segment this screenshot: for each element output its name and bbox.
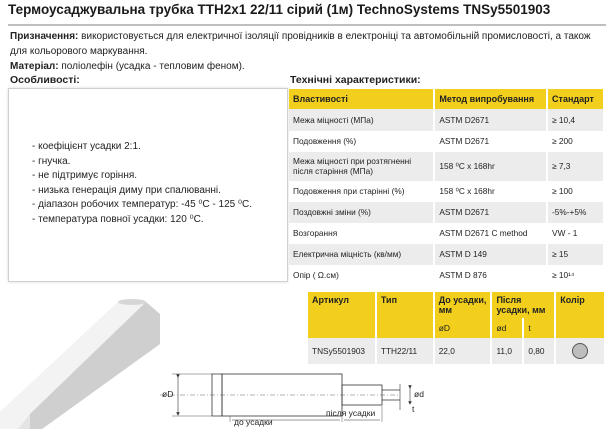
subheader-t: t xyxy=(523,318,555,338)
table-row xyxy=(289,131,604,151)
label-d: ød xyxy=(414,389,424,399)
color-cell xyxy=(555,338,605,364)
spec-property: Межа міцності (МПа) xyxy=(289,109,434,131)
material-label: Матеріал: xyxy=(10,61,59,72)
subheader-d-before: øD xyxy=(434,318,492,338)
spec-method: ASTM D 876 xyxy=(434,265,547,285)
table-row xyxy=(289,201,604,223)
features-heading: Особливості: xyxy=(10,74,80,86)
spec-standard: ≥ 200 xyxy=(547,131,604,151)
spec-method: ASTM D2671 C method xyxy=(434,223,547,243)
specs-col-method: Метод випробування xyxy=(434,89,547,109)
specs-col-standard: Стандарт xyxy=(547,89,604,109)
feature-item: - діапазон робочих температур: -45 ⁰С - 125 ⁰С. xyxy=(32,199,252,211)
color-swatch xyxy=(572,343,588,359)
feature-item: - низька генерація диму при спалюванні. xyxy=(32,184,221,196)
article-col-color: Колір xyxy=(555,292,605,338)
spec-property: Возгорання xyxy=(289,223,434,243)
table-row xyxy=(289,243,604,265)
feature-item: - гнучка. xyxy=(32,155,71,167)
article-value: TNSy5501903 xyxy=(308,338,376,364)
specs-heading: Технічні характеристики: xyxy=(290,74,421,86)
features-list xyxy=(32,140,252,228)
feature-item: - коефіцієнт усадки 2:1. xyxy=(32,141,141,152)
spec-property: Подовження при старінні (%) xyxy=(289,181,434,201)
title-divider xyxy=(8,24,606,26)
description xyxy=(10,29,606,74)
specs-table xyxy=(289,89,605,286)
table-row xyxy=(289,181,604,201)
spec-method: ASTM D2671 xyxy=(434,131,547,151)
spec-method: 158 ⁰С x 168hr xyxy=(434,181,547,201)
spec-property: Поздовжні зміни (%) xyxy=(289,201,434,223)
label-t: t xyxy=(412,404,415,414)
spec-standard: ≥ 7,3 xyxy=(547,151,604,181)
page-title: Термоусаджувальна трубка ТТН2х1 22/11 сірий (1м) TechnoSystems TNSy5501903 xyxy=(8,2,551,17)
table-row xyxy=(289,109,604,131)
spec-standard: -5%-+5% xyxy=(547,201,604,223)
shrink-diagram xyxy=(150,360,430,429)
spec-standard: ≥ 100 xyxy=(547,181,604,201)
purpose-label: Призначення: xyxy=(10,31,79,42)
type-value: TTH22/11 xyxy=(376,338,434,364)
spec-method: ASTM D 149 xyxy=(434,243,547,265)
specs-col-property: Властивості xyxy=(289,89,434,109)
d-before-value: 22,0 xyxy=(434,338,492,364)
table-row xyxy=(289,223,604,243)
label-D: øD xyxy=(162,389,174,399)
article-table xyxy=(308,292,606,364)
article-col-article: Артикул xyxy=(308,292,376,338)
material-line xyxy=(10,59,606,74)
purpose-text: використовується для електричної ізоляції провідників в електроніці та автомобільній промисловості, а також для кольорового маркування. xyxy=(10,31,591,57)
spec-property: Подовження (%) xyxy=(289,131,434,151)
spec-property: Електрична міцність (кв/мм) xyxy=(289,243,434,265)
article-col-before: До усадки, мм xyxy=(434,292,492,318)
spec-standard: VW - 1 xyxy=(547,223,604,243)
label-before: до усадки xyxy=(234,417,273,427)
article-col-after: Після усадки, мм xyxy=(491,292,555,318)
table-row xyxy=(289,265,604,285)
feature-item: - не підтримує горіння. xyxy=(32,170,138,182)
t-value: 0,80 xyxy=(523,338,555,364)
label-after: після усадки xyxy=(326,408,376,418)
spec-method: 158 ⁰С x 168hr xyxy=(434,151,547,181)
spec-property: Межа міцності при розтягненні після старіння (МПа) xyxy=(289,151,434,181)
feature-item: - температура повної усадки: 120 ⁰С. xyxy=(32,213,204,225)
spec-method: ASTM D2671 xyxy=(434,201,547,223)
specs-header-row xyxy=(289,89,604,109)
spec-property: Опір ( Ω.cм) xyxy=(289,265,434,285)
d-after-value: 11,0 xyxy=(491,338,523,364)
purpose-line xyxy=(10,29,606,59)
spec-standard: ≥ 10,4 xyxy=(547,109,604,131)
article-header-row xyxy=(308,292,605,318)
spec-standard: ≥ 10¹⁴ xyxy=(547,265,604,285)
spec-standard: ≥ 15 xyxy=(547,243,604,265)
shrink-drawing xyxy=(150,360,430,429)
spec-method: ASTM D2671 xyxy=(434,109,547,131)
tube-photo xyxy=(0,294,160,429)
article-col-type: Тип xyxy=(376,292,434,338)
table-row xyxy=(289,151,604,181)
subheader-d-after: ød xyxy=(491,318,523,338)
material-text: поліолефін (усадка - тепловим феном). xyxy=(58,61,245,72)
